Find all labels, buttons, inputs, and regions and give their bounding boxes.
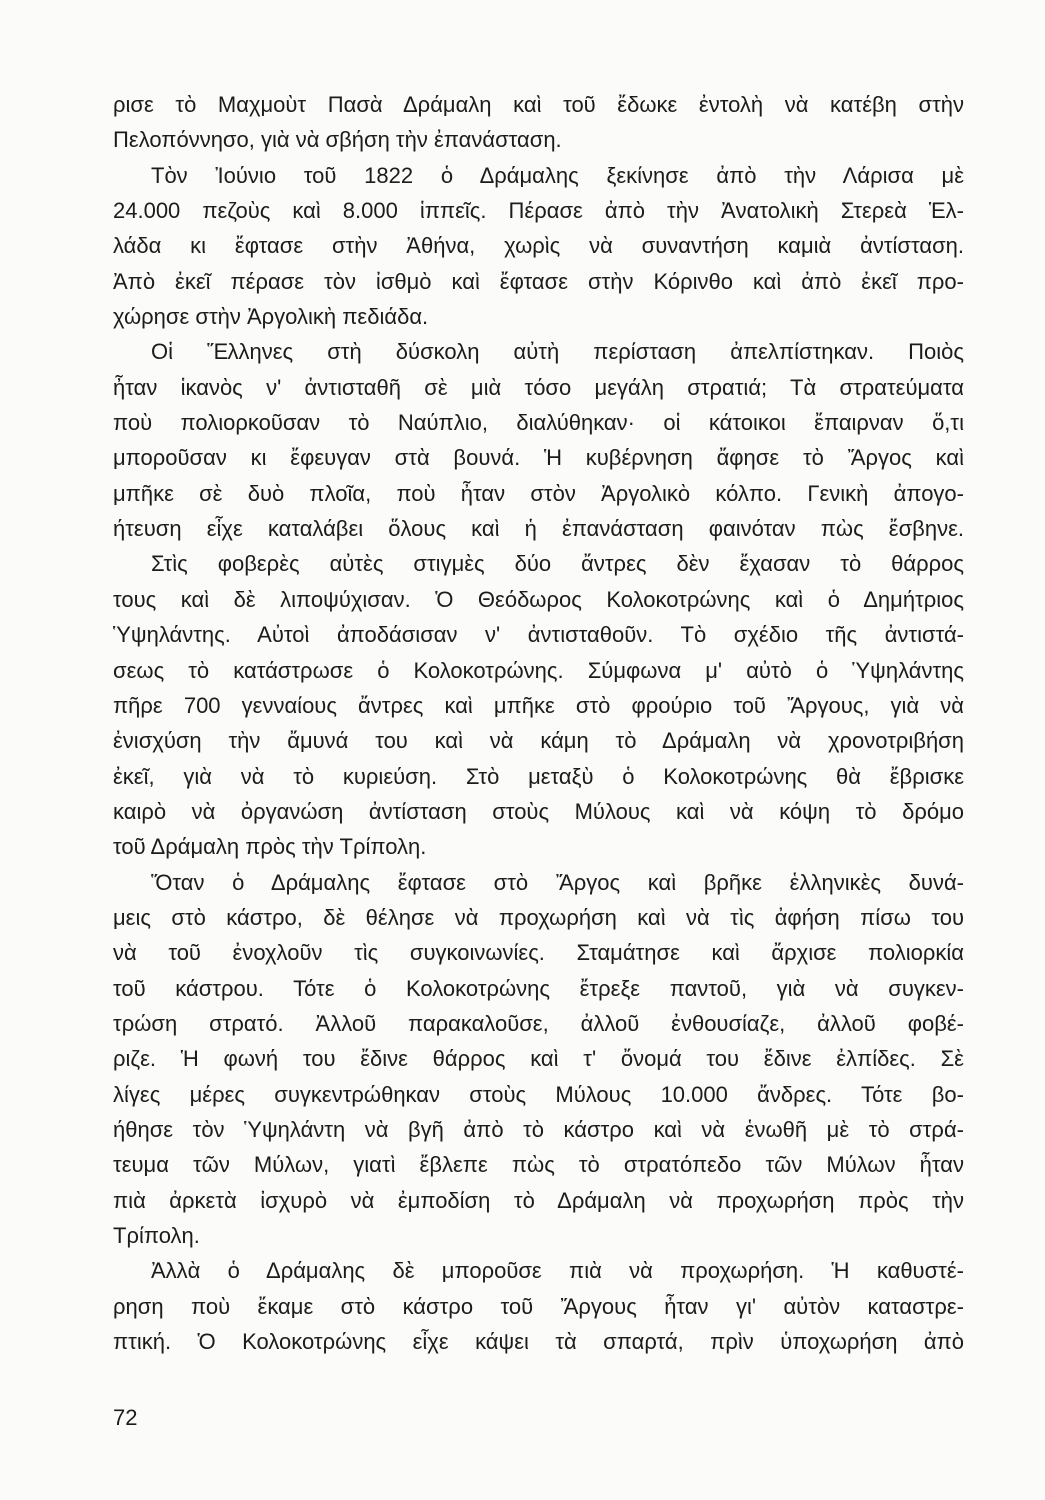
- text-line: Τρίπολη.: [113, 1223, 200, 1248]
- text-line: πτική. Ὁ Κολοκοτρώνης εἶχε κάψει τὰ σπαρτά, πρὶν ὑποχωρήση ἀπὸ: [113, 1329, 964, 1355]
- text-line: σεως τὸ κατάστρωσε ὁ Κολοκοτρώνης. Σύμφωνα μ' αὐτὸ ὁ Ὑψηλάντης: [113, 657, 964, 683]
- text-line: νὰ τοῦ ἐνοχλοῦν τὶς συγκοινωνίες. Σταμάτησε καὶ ἄρχισε πολιορκία: [113, 940, 964, 966]
- text-line: λάδα κι ἔφτασε στὴν Ἀθήνα, χωρὶς νὰ συναντήση καμιὰ ἀντίσταση.: [113, 233, 964, 259]
- body-text: [113, 92, 964, 1364]
- text-line: τοῦ Δράμαλη πρὸς τὴν Τρίπολη.: [113, 834, 427, 860]
- text-line: Στὶς φοβερὲς αὐτὲς στιγμὲς δύο ἄντρες δὲν ἔχασαν τὸ θάρρος: [151, 551, 964, 577]
- text-line: ἐνισχύση τὴν ἄμυνά του καὶ νὰ κάμη τὸ Δράμαλη νὰ χρονοτριβήση: [113, 728, 964, 754]
- text-line: πιὰ ἀρκετὰ ἰσχυρὸ νὰ ἐμποδίση τὸ Δράμαλη νὰ προχωρήση πρὸς τὴν: [113, 1187, 964, 1213]
- text-line: λίγες μέρες συγκεντρώθηκαν στοὺς Μύλους 10.000 ἄνδρες. Τότε βο-: [113, 1081, 964, 1107]
- text-line: τευμα τῶν Μύλων, γιατὶ ἔβλεπε πὼς τὸ στρατόπεδο τῶν Μύλων ἦταν: [113, 1152, 964, 1178]
- text-line: Ἀπὸ ἐκεῖ πέρασε τὸν ἰσθμὸ καὶ ἔφτασε στὴν Κόρινθο καὶ ἀπὸ ἐκεῖ προ-: [113, 268, 964, 294]
- text-line: Πελοπόννησο, γιὰ νὰ σβήση τὴν ἐπανάσταση.: [113, 127, 562, 153]
- text-line: μπῆκε σὲ δυὸ πλοῖα, ποὺ ἦταν στὸν Ἀργολικὸ κόλπο. Γενικὴ ἀπογο-: [113, 480, 964, 506]
- text-line: τρώση στρατό. Ἀλλοῦ παρακαλοῦσε, ἀλλοῦ ἐνθουσίαζε, ἀλλοῦ φοβέ-: [113, 1010, 964, 1036]
- text-line: τοῦ κάστρου. Τότε ὁ Κολοκοτρώνης ἔτρεξε παντοῦ, γιὰ νὰ συγκεν-: [113, 975, 964, 1001]
- text-line: ήθησε τὸν Ὑψηλάντη νὰ βγῆ ἀπὸ τὸ κάστρο καὶ νὰ ἑνωθῆ μὲ τὸ στρά-: [113, 1116, 964, 1142]
- text-line: χώρησε στὴν Ἀργολικὴ πεδιάδα.: [113, 304, 429, 330]
- text-line: ἐκεῖ, γιὰ νὰ τὸ κυριεύση. Στὸ μεταξὺ ὁ Κολοκοτρώνης θὰ ἔβρισκε: [113, 763, 964, 789]
- text-line: πῆρε 700 γενναίους ἄντρες καὶ μπῆκε στὸ φρούριο τοῦ Ἄργους, γιὰ νὰ: [113, 692, 964, 718]
- text-line: Ὅταν ὁ Δράμαλης ἔφτασε στὸ Ἄργος καὶ βρῆκε ἑλληνικὲς δυνά-: [151, 869, 964, 895]
- text-line: τους καὶ δὲ λιποψύχισαν. Ὁ Θεόδωρος Κολοκοτρώνης καὶ ὁ Δημήτριος: [113, 586, 964, 612]
- text-line: Οἱ Ἕλληνες στὴ δύσκολη αὐτὴ περίσταση ἀπελπίστηκαν. Ποιὸς: [151, 339, 964, 365]
- text-line: Ὑψηλάντης. Αὐτοὶ ἀποδάσισαν ν' ἀντισταθοῦν. Τὸ σχέδιο τῆς ἀντιστά-: [113, 622, 964, 648]
- text-line: ήτευση εἶχε καταλάβει ὅλους καὶ ἡ ἐπανάσταση φαινόταν πὼς ἔσβηνε.: [113, 516, 964, 542]
- text-line: μεις στὸ κάστρο, δὲ θέλησε νὰ προχωρήση καὶ νὰ τὶς ἀφήση πίσω του: [113, 904, 964, 930]
- text-line: Τὸν Ἰούνιο τοῦ 1822 ὁ Δράμαλης ξεκίνησε ἀπὸ τὴν Λάρισα μὲ: [151, 162, 964, 188]
- text-line: 24.000 πεζοὺς καὶ 8.000 ἱππεῖς. Πέρασε ἀπὸ τὴν Ἀνατολικὴ Στερεὰ Ἑλ-: [113, 198, 964, 224]
- text-line: ποὺ πολιορκοῦσαν τὸ Ναύπλιο, διαλύθηκαν· οἱ κάτοικοι ἔπαιρναν ὅ,τι: [113, 410, 964, 436]
- page-number: 72: [113, 1405, 138, 1430]
- text-line: ρηση ποὺ ἔκαμε στὸ κάστρο τοῦ Ἄργους ἦταν γι' αὐτὸν καταστρε-: [113, 1293, 964, 1319]
- text-line: ρισε τὸ Μαχμοὺτ Πασὰ Δράμαλη καὶ τοῦ ἔδωκε ἐντολὴ νὰ κατέβη στὴν: [113, 92, 964, 117]
- text-line: μποροῦσαν κι ἔφευγαν στὰ βουνά. Ἡ κυβέρνηση ἄφησε τὸ Ἄργος καὶ: [113, 445, 964, 471]
- text-line: καιρὸ νὰ ὀργανώση ἀντίσταση στοὺς Μύλους καὶ νὰ κόψη τὸ δρόμο: [113, 798, 964, 824]
- text-line: Ἀλλὰ ὁ Δράμαλης δὲ μποροῦσε πιὰ νὰ προχωρήση. Ἡ καθυστέ-: [151, 1258, 964, 1284]
- text-line: ριζε. Ἡ φωνή του ἔδινε θάρρος καὶ τ' ὄνομά του ἔδινε ἐλπίδες. Σὲ: [113, 1046, 964, 1072]
- text-line: ἦταν ἱκανὸς ν' ἀντισταθῆ σὲ μιὰ τόσο μεγάλη στρατιά; Τὰ στρατεύματα: [113, 374, 964, 400]
